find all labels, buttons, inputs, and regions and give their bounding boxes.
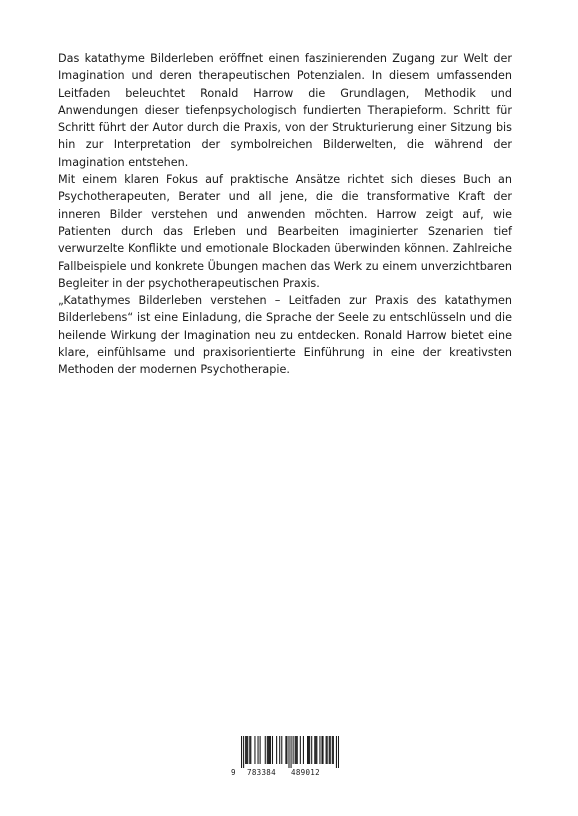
barcode-bar bbox=[338, 736, 339, 768]
barcode-bar bbox=[250, 736, 251, 764]
barcode-bar bbox=[285, 736, 286, 764]
barcode-bar bbox=[315, 736, 316, 764]
barcode-bar bbox=[307, 736, 308, 764]
barcode-bar bbox=[319, 736, 320, 764]
barcode-bar bbox=[258, 736, 259, 764]
barcode-bar bbox=[303, 736, 304, 764]
barcode-bar bbox=[288, 736, 289, 768]
barcode-bar bbox=[295, 736, 296, 764]
barcode-bar bbox=[309, 736, 310, 764]
barcode-bar bbox=[279, 736, 280, 764]
barcode-bar bbox=[329, 736, 330, 764]
barcode-bar bbox=[268, 736, 269, 764]
barcode-bar bbox=[260, 736, 261, 764]
description-paragraph-3: „Katathymes Bilderleben verstehen – Leitfaden zur Praxis des katathymen Bilderlebens“ ist eine Einladung, die Sprache der Seele zu entschlüsseln und die heilende Wirkung der Imagination neu zu entdecken. Ronald Harrow bietet eine klare, einfühlsame und praxisorientierte Einführung in eine der kreativsten Methoden der modernen Psychotherapie. bbox=[58, 294, 512, 377]
barcode-bar bbox=[249, 736, 250, 764]
isbn-barcode bbox=[231, 736, 341, 780]
barcode-bar bbox=[333, 736, 334, 764]
barcode-bar bbox=[272, 736, 273, 764]
barcode-bar bbox=[276, 736, 277, 764]
barcode-bar bbox=[247, 736, 248, 764]
barcode-bar bbox=[322, 736, 323, 764]
barcode-bar bbox=[270, 736, 271, 764]
barcode-bars bbox=[241, 736, 339, 768]
barcode-bar bbox=[296, 736, 297, 764]
barcode-lead-digit: 9 bbox=[231, 768, 236, 777]
barcode-bar bbox=[286, 736, 287, 764]
barcode-bar bbox=[241, 736, 242, 768]
barcode-bar bbox=[293, 736, 294, 764]
barcode-bar bbox=[254, 736, 255, 764]
barcode-bar bbox=[327, 736, 328, 764]
description-paragraph-1: Das katathyme Bilderleben eröffnet einen faszinierenden Zugang zur Welt der Imagination und deren therapeutischen Potenzialen. In diesem umfassenden Leitfaden beleuchtet Ronald Harrow die Grundlagen, Methodik und Anwendungen dieser tiefenpsychologisch fundierten Therapieform. Schritt für Schritt führt der Autor durch die Praxis, von der Strukturierung einer Sitzung bis hin zur Interpretation der symbolreichen Bilderwelten, die während der Imagination entstehen. bbox=[58, 52, 512, 169]
barcode-bar bbox=[267, 736, 268, 764]
barcode-bar bbox=[336, 736, 337, 768]
barcode-bar bbox=[246, 736, 247, 764]
barcode-left-digits: 783384 bbox=[247, 768, 276, 777]
barcode-bar bbox=[308, 736, 309, 764]
barcode-bar bbox=[316, 736, 317, 764]
barcode-bar bbox=[326, 736, 327, 764]
book-description bbox=[58, 50, 512, 379]
barcode-bar bbox=[321, 736, 322, 764]
barcode-bar bbox=[245, 736, 246, 764]
barcode-bar bbox=[300, 736, 301, 764]
barcode-right-digits: 489012 bbox=[291, 768, 320, 777]
barcode-bar bbox=[311, 736, 312, 764]
barcode-bar bbox=[332, 736, 333, 764]
barcode-bar bbox=[243, 736, 244, 768]
description-paragraph-2: Mit einem klaren Fokus auf praktische Ansätze richtet sich dieses Buch an Psychotherapeuten, Berater und all jene, die die transformative Kraft der inneren Bilder verstehen und anwenden möchten. Harrow zeigt auf, wie Patienten durch das Erleben und Bearbeiten imaginierter Szenarien tief verwurzelte Konflikte und emotionale Blockaden überwinden können. Zahlreiche Fallbeispiele und konkrete Übungen machen das Werk zu einem unverzichtbaren Begleiter in der psychotherapeutischen Praxis. bbox=[58, 173, 512, 290]
barcode-bar bbox=[269, 736, 270, 764]
barcode-bar bbox=[291, 736, 292, 768]
barcode-bar bbox=[314, 736, 315, 764]
barcode-bar bbox=[330, 736, 331, 764]
barcode-bar bbox=[265, 736, 266, 764]
barcode-bar bbox=[281, 736, 282, 764]
barcode-bar bbox=[297, 736, 298, 764]
